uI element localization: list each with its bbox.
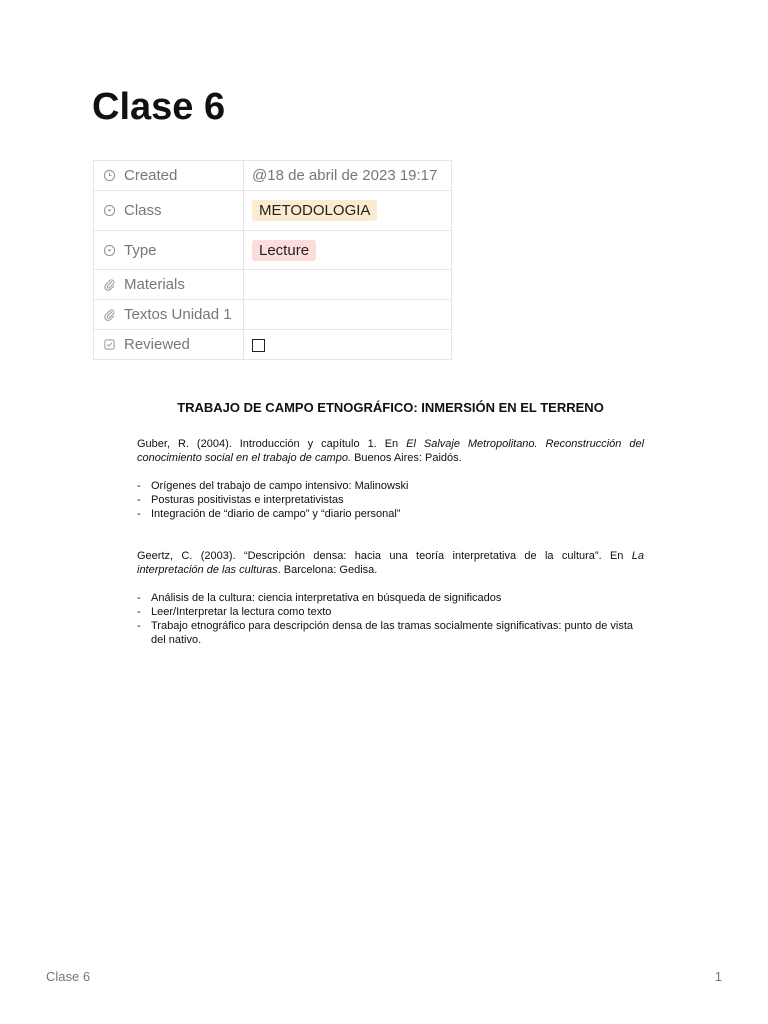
select-icon bbox=[102, 243, 116, 257]
paperclip-icon bbox=[102, 278, 116, 292]
property-row-reviewed bbox=[94, 330, 452, 360]
property-row-created bbox=[94, 161, 452, 191]
property-label-reviewed: Reviewed bbox=[124, 336, 190, 353]
property-label-class: Class bbox=[124, 202, 162, 219]
checkbox-icon bbox=[102, 338, 116, 352]
list-item: - Trabajo etnográfico para descripción densa de las tramas socialmente significativas: punto de vista del nativo. bbox=[137, 619, 644, 647]
page-number: 1 bbox=[714, 969, 722, 984]
bullet-list-geertz bbox=[137, 591, 644, 647]
paperclip-icon bbox=[102, 308, 116, 322]
bullet-list-guber bbox=[137, 479, 644, 521]
reviewed-checkbox[interactable] bbox=[252, 339, 265, 352]
property-label-created: Created bbox=[124, 167, 178, 184]
list-item: - Integración de “diario de campo” y “diario personal” bbox=[137, 507, 644, 521]
list-item: - Leer/Interpretar la lectura como texto bbox=[137, 605, 644, 619]
property-row-class bbox=[94, 191, 452, 231]
property-label-type: Type bbox=[124, 241, 157, 259]
reference-guber: Guber, R. (2004). Introducción y capítulo 1. En El Salvaje Metropolitano. Reconstrucción del conocimiento social en el trabajo de campo. Buenos Aires: Paidós. bbox=[137, 438, 645, 464]
select-icon bbox=[102, 204, 116, 218]
class-tag[interactable]: METODOLOGIA bbox=[252, 200, 377, 221]
clock-icon bbox=[102, 169, 116, 183]
reference-geertz: Geertz, C. (2003). “Descripción densa: hacia una teoría interpretativa de la cultura”. En La interpretación de las culturas. Barcelona: Gedisa. bbox=[137, 550, 644, 576]
list-item: - Análisis de la cultura: ciencia interpretativa en búsqueda de significados bbox=[137, 591, 644, 605]
type-tag[interactable]: Lecture bbox=[252, 240, 316, 261]
page-title: Clase 6 bbox=[92, 86, 226, 128]
property-row-textos bbox=[94, 300, 452, 330]
properties-table bbox=[93, 160, 452, 360]
footer-title: Clase 6 bbox=[46, 969, 91, 984]
property-label-materials: Materials bbox=[124, 276, 185, 293]
list-item: - Posturas positivistas e interpretativistas bbox=[137, 493, 644, 507]
property-row-type bbox=[94, 231, 452, 270]
created-value: @18 de abril de 2023 19:17 bbox=[252, 167, 438, 184]
property-row-materials bbox=[94, 270, 452, 300]
property-label-textos: Textos Unidad 1 bbox=[124, 306, 232, 323]
document-heading: TRABAJO DE CAMPO ETNOGRÁFICO: INMERSIÓN EN EL TERRENO bbox=[177, 400, 604, 415]
embedded-document bbox=[137, 400, 644, 647]
list-item: - Orígenes del trabajo de campo intensivo: Malinowski bbox=[137, 479, 644, 493]
